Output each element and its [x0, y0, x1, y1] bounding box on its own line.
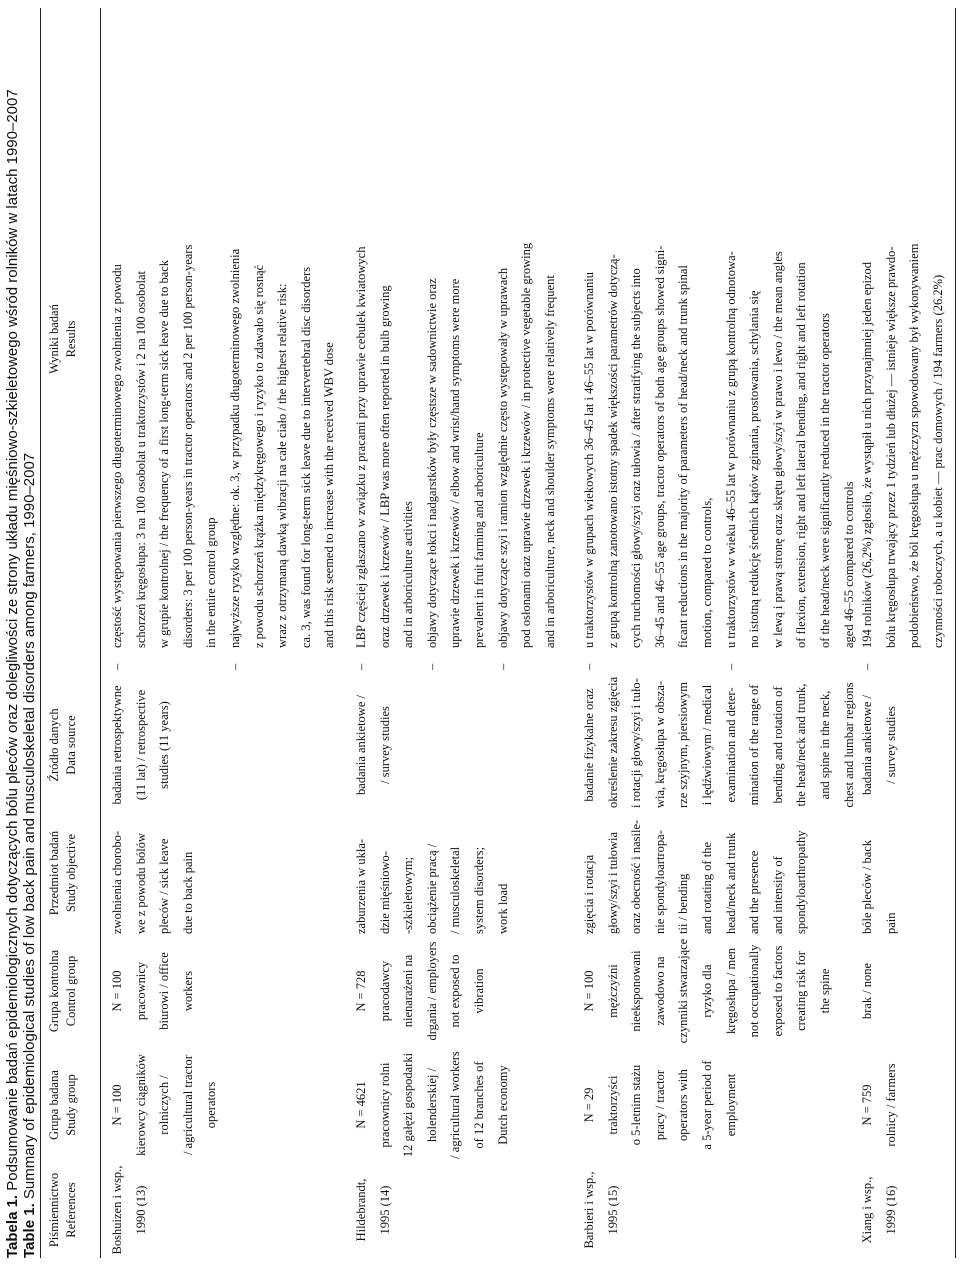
header-control-group-pl: Grupa kontrolna — [47, 949, 61, 1033]
cell-line: rolniczych / — [157, 1075, 172, 1135]
cell-line: of 12 branches of — [471, 1061, 486, 1149]
cell-line: we z powodu bólów — [133, 832, 148, 934]
cell-line: Dutch economy — [495, 1065, 510, 1145]
cell-line: Boshuizen i wsp., — [110, 1165, 124, 1255]
cell-line: głowy/szyi i tułowia — [605, 831, 620, 934]
cell-line: 12 gałęzi gospodarki — [401, 1052, 416, 1158]
header-control-group — [46, 936, 80, 1046]
cell-line: traktorzyści — [605, 1075, 620, 1135]
result-line: w lewą i prawą stronę oraz skrętu głowy/szyi w prawo i lewo / the mean angles — [770, 251, 785, 648]
header-bottom-rule — [100, 8, 101, 1258]
cell-study-group — [350, 1050, 515, 1160]
result-bullet-dash: – — [495, 663, 510, 670]
result-line: LBP częściej zgłaszano w związku z pracami przy uprawie cebulek kwiatowych — [354, 246, 368, 648]
result-line: najwyższe ryzyko względne: ok. 3, w przypadku długoterminowego zwolnienia — [227, 248, 242, 648]
cell-line: N = 728 — [354, 970, 368, 1012]
result-line: oraz drzewek i krzewów / LBP was more often reported in bulb growing — [377, 285, 392, 648]
result-line: disorders: 3 per 100 person-years in tractor operators and 2 per 100 person-years — [180, 244, 195, 648]
result-line: schorzeń kręgosłupa: 3 na 100 osobolat u traktorzystów i 2 na 100 osobolat — [133, 270, 148, 648]
cell-line: kręgosłupa / men — [723, 947, 738, 1035]
cell-line: a 5-year period of — [699, 1060, 714, 1150]
cell-line: -szkieletowym; — [401, 856, 416, 934]
result-line: z powodu schorzeń krążka międzykręgowego i ryzyko to zdawało się rosnąć — [251, 264, 266, 648]
result-line: czynności roboczych, a u kobiet — prac domowych / 194 farmers (26.2%) — [930, 274, 945, 648]
result-item — [224, 6, 342, 672]
header-study-objective-en: Study objective — [64, 833, 78, 913]
cell-study-group — [578, 1050, 743, 1160]
cell-line: badania ankietowe / — [354, 695, 368, 795]
cell-study-objective — [106, 812, 200, 934]
cell-line: biurowi / office — [157, 952, 172, 1030]
result-line: 194 rolników (26,2%) zgłosiło, że wystąpił u nich przynajmniej jeden epizod — [860, 261, 874, 648]
cell-line: / musculoskeletal — [448, 846, 463, 934]
cell-line: rolnicy / farmers — [883, 1063, 898, 1147]
result-line: ca. 3, was found for long-term sick leave due to intervertebral disc disorders — [298, 266, 313, 648]
result-bullet-dash: – — [424, 663, 439, 670]
result-line: częstość występowania pierwszego długoterminowego zwolnienia z powodu — [110, 264, 124, 648]
cell-line: wia, kręgosłupa w obsza- — [652, 680, 667, 808]
cell-results — [578, 6, 861, 672]
cell-line: N = 100 — [110, 970, 124, 1012]
cell-line: N = 100 — [582, 970, 596, 1012]
cell-line: N = 100 — [110, 1084, 124, 1126]
header-references — [46, 1162, 80, 1258]
cell-line: brak / none — [860, 962, 874, 1020]
result-item — [720, 6, 862, 672]
header-results-pl: Wyniki badań — [47, 304, 61, 374]
cell-line: the head/neck and trunk, — [794, 683, 809, 807]
result-bullet-dash: – — [860, 663, 874, 670]
cell-results — [350, 6, 562, 672]
cell-study-objective — [350, 812, 515, 934]
result-item — [106, 6, 224, 672]
cell-line: nieeksponowani — [629, 950, 644, 1032]
cell-line: holenderskiej / — [424, 1068, 439, 1142]
header-study-group — [46, 1050, 80, 1160]
result-bullet-dash: – — [723, 663, 738, 670]
cell-line: examination and deter- — [723, 687, 738, 803]
cell-line: chest and lumbar regions — [841, 682, 856, 808]
result-line: in the entire control group — [204, 517, 219, 648]
cell-control-group — [578, 936, 838, 1046]
cell-data-source — [350, 682, 397, 808]
cell-line: pracownicy — [133, 961, 148, 1021]
cell-control-group — [856, 936, 880, 1046]
cell-line: Hildebrandt, — [354, 1178, 368, 1242]
cell-data-source — [106, 682, 177, 808]
result-line: uprawie drzewek i krzewów / elbow and wrist/hand symptoms were more — [448, 278, 463, 648]
header-data-source — [46, 682, 80, 808]
cell-reference — [856, 1162, 903, 1258]
cell-line: and intensity of — [770, 856, 785, 934]
result-line: podobieństwo, że ból kręgosłupa u mężczyzn spowodowany był wykonywaniem — [907, 243, 922, 648]
header-references-pl: Piśmiennictwo — [47, 1172, 61, 1248]
cell-study-group — [106, 1050, 224, 1160]
cell-line: kierowcy ciągników — [133, 1054, 148, 1156]
cell-results — [106, 6, 342, 672]
result-item — [578, 6, 720, 672]
header-study-objective-pl: Przedmiot badań — [47, 830, 61, 916]
header-data-source-en: Data source — [64, 715, 78, 775]
result-line: pod osłonami oraz uprawie drzewek i krzewów / in protective vegetable growing — [519, 242, 534, 648]
cell-line: tii / bending — [676, 873, 691, 934]
result-line: objawy dotyczące łokci i nadgarstków były częstsze w sadownictwie oraz — [424, 278, 439, 648]
result-line: z grupą kontrolną zanotowano istotny spadek większości parametrów dotyczą- — [605, 254, 620, 648]
cell-line: i rotacji głowy/szyi i tuło- — [629, 678, 644, 808]
cell-line: studies (11 years) — [157, 701, 172, 789]
cell-line: badanie fizykalne oraz — [582, 688, 596, 802]
cell-line: rze szyjnym, piersiowym — [676, 681, 691, 808]
result-line: aged 46–55 compared to controls — [841, 481, 856, 648]
cell-reference — [578, 1162, 625, 1258]
cell-reference — [106, 1162, 153, 1258]
cell-study-objective — [578, 812, 814, 934]
cell-line: pleców / sick leave — [157, 838, 172, 934]
cell-line: / agricultural tractor — [180, 1055, 195, 1155]
cell-line: not exposed to — [448, 954, 463, 1028]
cell-line: 1995 (14) — [377, 1185, 392, 1235]
cell-line: mężczyźni — [605, 964, 620, 1018]
result-line: motion, compared to controls, — [699, 497, 714, 648]
cell-line: 1999 (16) — [883, 1185, 898, 1235]
caption-english-label: Table 1. — [21, 1203, 38, 1258]
cell-line: zwolnienia chorobo- — [110, 830, 124, 934]
cell-line: N = 29 — [582, 1087, 596, 1123]
table-caption — [4, 8, 38, 1258]
cell-line: nie spondyloartropa- — [652, 830, 667, 934]
cell-line: dzie mięśniowo- — [377, 851, 392, 934]
caption-polish — [4, 8, 21, 1258]
cell-line: określenie zakresu zgięcia — [605, 676, 620, 808]
caption-english-text: Summary of epidemiological studies of low back pain and musculoskeletal disorders among farmers, 1990–2007 — [21, 452, 38, 1200]
cell-results — [856, 6, 950, 672]
result-line: prevalent in fruit farming and arboriculture — [471, 432, 486, 648]
cell-line: operators — [204, 1081, 219, 1129]
cell-line: mination of the range of — [747, 684, 762, 806]
result-line: objawy dotyczące szyi i ramion względnie często występowały w uprawach — [495, 267, 510, 648]
cell-line: pracodawcy — [377, 960, 392, 1022]
cell-line: creating risk for — [794, 951, 809, 1031]
cell-line: not occupationally — [747, 944, 762, 1038]
cell-data-source — [856, 682, 903, 808]
cell-control-group — [106, 936, 200, 1046]
cell-line: zgięcia i rotacja — [582, 854, 596, 934]
result-line: no istotną redukcję średnich kątów zginania, prostowania, schylania się — [747, 290, 762, 648]
cell-line: bending and rotation of — [770, 686, 785, 804]
cell-study-group — [856, 1050, 903, 1160]
cell-line: work load — [495, 883, 510, 934]
result-line: of flexion, extension, right and left lateral bending, and right and left rotation — [794, 262, 809, 648]
cell-line: N = 4621 — [354, 1081, 368, 1129]
cell-line: o 5-letnim stażu — [629, 1064, 644, 1146]
cell-line: vibration — [471, 968, 486, 1014]
cell-line: the spine — [817, 968, 832, 1014]
cell-line: / agricultural workers — [448, 1051, 463, 1159]
cell-line: and rotating of the — [699, 842, 714, 934]
cell-line: due to back pain — [180, 851, 195, 934]
result-line: of the head/neck were significantly reduced in the tractor operators — [817, 313, 832, 648]
result-line: w grupie kontrolnej / the frequency of a first long-term sick leave due to back — [157, 259, 172, 648]
cell-line: czynniki stwarzające — [676, 938, 691, 1044]
cell-line: employment — [723, 1073, 738, 1137]
result-item — [856, 6, 950, 672]
cell-line: / survey studies — [377, 706, 392, 784]
header-study-group-en: Study group — [64, 1074, 78, 1136]
result-line: and in arboriculture activities — [401, 501, 416, 648]
cell-line: pracy / tractor — [652, 1069, 667, 1141]
cell-line: drgania / employers — [424, 941, 439, 1041]
result-bullet-dash: – — [227, 663, 242, 670]
result-line: u traktorzystów w grupach wiekowych 36–45 lat i 46–55 lat w porównaniu — [582, 272, 596, 648]
cell-line: zawodowo na — [652, 956, 667, 1026]
cell-line: nienarażeni na — [401, 954, 416, 1028]
cell-line: head/neck and trunk — [723, 832, 738, 934]
result-bullet-dash: – — [354, 663, 368, 670]
cell-line: 1995 (15) — [605, 1185, 620, 1235]
cell-line: workers — [180, 970, 195, 1012]
result-item — [421, 6, 492, 672]
result-item — [492, 6, 563, 672]
table-bottom-rule — [955, 8, 956, 1258]
cell-line: system disorders; — [471, 846, 486, 934]
cell-line: Barbieri i wsp., — [582, 1171, 596, 1249]
header-data-source-pl: Źródło danych — [47, 708, 61, 782]
caption-polish-label: Tabela 1. — [4, 1194, 21, 1258]
cell-line: badania retrospektywne — [110, 685, 124, 805]
header-top-rule — [40, 8, 41, 1258]
cell-line: oraz obecność i nasile- — [629, 819, 644, 934]
header-results-en: Results — [64, 320, 78, 358]
cell-reference — [350, 1162, 397, 1258]
cell-line: ryzyko dla — [699, 964, 714, 1018]
header-results — [46, 6, 80, 672]
cell-line: pracownicy rolni — [377, 1062, 392, 1148]
result-line: cych ruchomości głowy/szyi oraz tułowia / after stratifying the subjects into — [629, 268, 644, 648]
cell-line: exposed to factors — [770, 945, 785, 1037]
cell-line: bóle pleców / back — [860, 839, 874, 934]
cell-line: 1990 (13) — [133, 1185, 148, 1235]
header-control-group-en: Control group — [64, 955, 78, 1027]
cell-line: zaburzenia w ukła- — [354, 838, 368, 934]
header-study-group-pl: Grupa badana — [47, 1070, 61, 1140]
cell-line: and the presence — [747, 850, 762, 934]
header-study-objective — [46, 812, 80, 934]
cell-line: (11 lat) / retrospective — [133, 689, 148, 801]
cell-line: N = 759 — [860, 1084, 874, 1126]
cell-study-objective — [856, 812, 903, 934]
result-line: u traktorzystów w wieku 46–55 lat w porównaniu z grupą kontrolną odnotowa- — [723, 251, 738, 648]
cell-line: obciążenie pracą / — [424, 843, 439, 934]
caption-polish-text: Podsumowanie badań epidemiologicznych dotyczących bólu pleców oraz dolegliwości ze strony układu mięśniowo-szkieletowego wśród rolników w latach 1990–2007 — [4, 89, 21, 1191]
cell-line: / survey studies — [883, 706, 898, 784]
result-line: and in arboriculture, neck and shoulder symptoms were relatively frequent — [542, 275, 557, 648]
result-line: bólu kręgosłupa trwający przez 1 tydzień lub dłużej — istnieje większe prawdo- — [883, 246, 898, 648]
cell-data-source — [578, 676, 861, 808]
result-bullet-dash: – — [582, 663, 596, 670]
header-references-en: References — [64, 1182, 78, 1238]
result-line: ficant reductions in the majority of parameters of head/neck and trunk spinal — [676, 265, 691, 648]
cell-line: i lędźwiowym / medical — [699, 684, 714, 806]
cell-control-group — [350, 936, 492, 1046]
cell-line: operators with — [676, 1069, 691, 1141]
result-item — [350, 6, 421, 672]
cell-line: badania ankietowe / — [860, 695, 874, 795]
result-line: 36–45 and 46–55 age groups, tractor operators of both age groups showed signi- — [652, 245, 667, 648]
cell-line: pain — [883, 912, 898, 934]
result-line: wraz z otrzymaną dawką wibracji na całe ciało / the highest relative risk: — [275, 283, 290, 648]
cell-line: Xiang i wsp., — [860, 1176, 874, 1244]
result-line: and this risk seemed to increase with the received WBV dose — [322, 342, 337, 648]
result-bullet-dash: – — [110, 663, 124, 670]
cell-line: spondyloarthropathy — [794, 830, 809, 934]
caption-english — [21, 8, 38, 1258]
cell-line: and spine in the neck, — [817, 690, 832, 800]
